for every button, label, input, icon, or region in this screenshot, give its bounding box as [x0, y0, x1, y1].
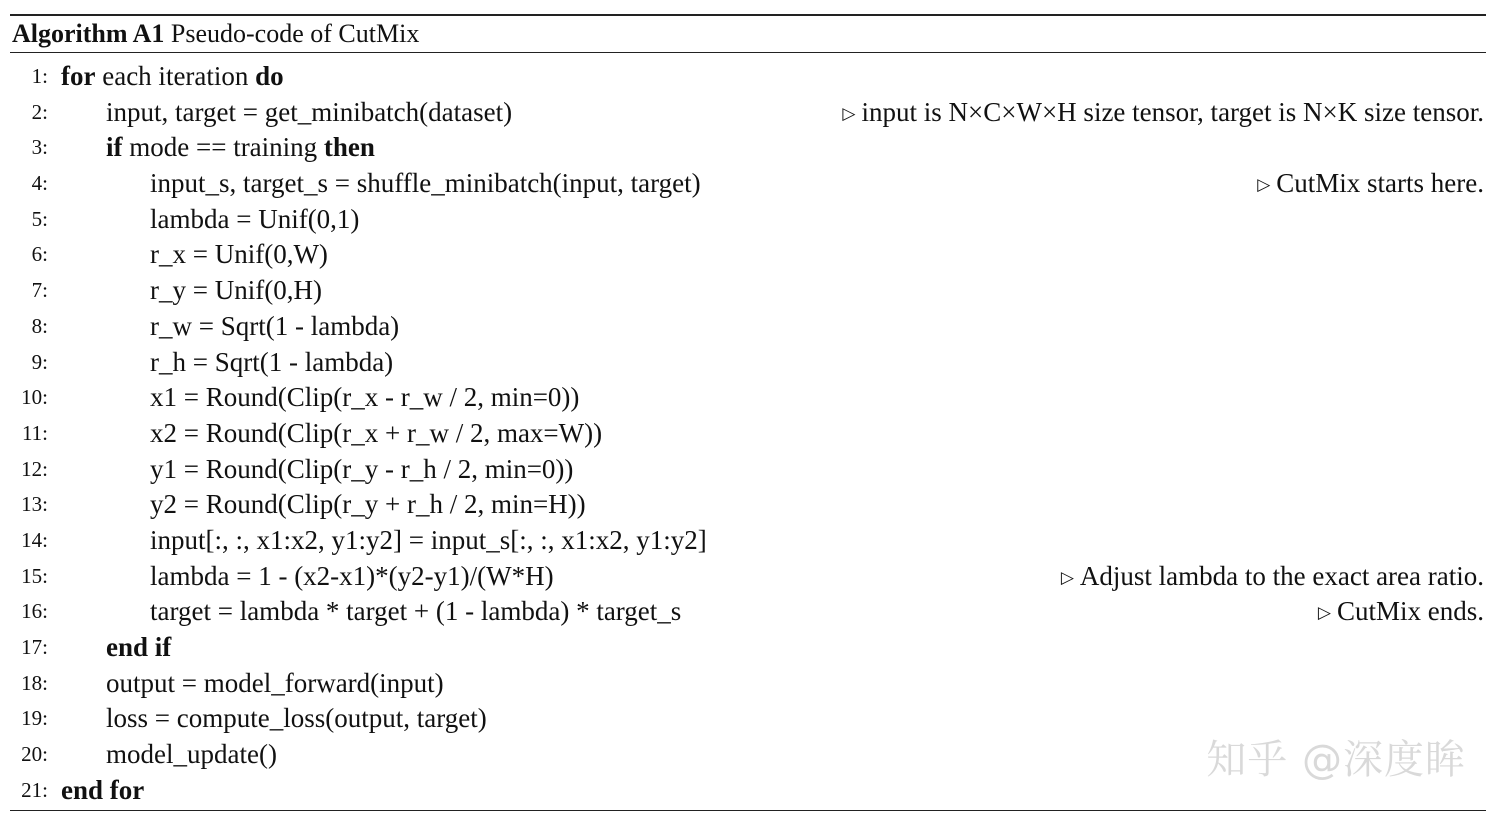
- code-line-13: [10, 487, 1486, 523]
- code-line-8: [10, 309, 1486, 345]
- code-line-15: [10, 559, 1486, 595]
- line-number: 4:: [31, 171, 48, 196]
- comment-triangle-icon: ▷: [842, 103, 856, 123]
- loop-header: each iteration: [95, 61, 256, 91]
- code-line-10: [10, 380, 1486, 416]
- keyword-if: if: [106, 132, 123, 163]
- comment-triangle-icon: ▷: [1317, 603, 1331, 623]
- code-text: target = lambda * target + (1 - lambda) * target_s: [150, 596, 682, 627]
- comment: [1318, 594, 1484, 631]
- line-number: 12:: [21, 456, 48, 481]
- condition: mode == training: [122, 132, 324, 163]
- comment-text: input is N×C×W×H size tensor, target is N×K size tensor.: [861, 96, 1484, 127]
- code-lines: [10, 59, 1486, 808]
- code-line-16: [10, 594, 1486, 630]
- code-line-5: [10, 202, 1486, 238]
- code-line-14: [10, 523, 1486, 559]
- keyword-for: for: [61, 61, 96, 91]
- caption-rule: [10, 52, 1486, 53]
- comment: [1061, 559, 1484, 596]
- line-number: 5:: [31, 206, 48, 231]
- line-number: 11:: [21, 420, 48, 445]
- line-number: 3:: [31, 135, 48, 160]
- caption-title: Pseudo-code of CutMix: [170, 19, 420, 48]
- code-text: r_h = Sqrt(1 - lambda): [150, 346, 394, 377]
- line-number: 18:: [21, 670, 48, 695]
- line-number: 15:: [21, 563, 48, 588]
- code-text: x2 = Round(Clip(r_x + r_w / 2, max=W)): [150, 417, 603, 448]
- line-number: 13:: [21, 492, 48, 517]
- line-number: 21:: [21, 777, 48, 802]
- caption-label: Algorithm A1: [12, 19, 165, 48]
- line-number: 1:: [31, 64, 48, 88]
- keyword-end-for: end for: [61, 774, 145, 805]
- code-text: loss = compute_loss(output, target): [106, 703, 487, 734]
- code-text: input_s, target_s = shuffle_minibatch(input, target): [150, 168, 701, 199]
- line-number: 6:: [31, 242, 48, 267]
- comment-triangle-icon: ▷: [1257, 175, 1271, 195]
- code-line-7: [10, 273, 1486, 309]
- code-text: x1 = Round(Clip(r_x - r_w / 2, min=0)): [150, 382, 580, 413]
- code-line-4: [10, 166, 1486, 202]
- code-line-11: [10, 416, 1486, 452]
- comment-text: CutMix ends.: [1336, 596, 1484, 627]
- comment-triangle-icon: ▷: [1060, 567, 1074, 587]
- code-text: input[:, :, x1:x2, y1:y2] = input_s[:, :, x1:x2, y1:y2]: [150, 524, 707, 555]
- comment-text: Adjust lambda to the exact area ratio.: [1079, 560, 1484, 591]
- code-line-6: [10, 237, 1486, 273]
- code-text: output = model_forward(input): [106, 667, 444, 698]
- line-number: 2:: [31, 99, 48, 124]
- code-line-1: [10, 59, 1486, 95]
- code-line-9: [10, 345, 1486, 381]
- line-number: 19:: [21, 706, 48, 731]
- code-text: y1 = Round(Clip(r_y - r_h / 2, min=0)): [150, 453, 574, 484]
- line-number: 9:: [31, 349, 48, 374]
- comment: [1257, 166, 1484, 203]
- code-text: r_x = Unif(0,W): [150, 239, 328, 270]
- code-line-17: [10, 630, 1486, 666]
- code-text: [61, 59, 284, 95]
- line-number: 20:: [21, 742, 48, 767]
- code-text: input, target = get_minibatch(dataset): [106, 96, 513, 127]
- line-number: 7:: [31, 278, 48, 303]
- line-number: 16:: [21, 599, 48, 624]
- line-number: 10:: [21, 385, 48, 410]
- line-number: 14:: [21, 527, 48, 552]
- code-line-18: [10, 666, 1486, 702]
- line-number: 17:: [21, 635, 48, 659]
- code-text: model_update(): [106, 739, 277, 770]
- comment-text: CutMix starts here.: [1276, 168, 1484, 199]
- code-text: [106, 130, 375, 166]
- comment: [842, 95, 1484, 132]
- algorithm-block: [10, 14, 1486, 811]
- bottom-rule: [10, 810, 1486, 811]
- code-line-3: [10, 130, 1486, 166]
- code-text: lambda = 1 - (x2-x1)*(y2-y1)/(W*H): [150, 560, 554, 591]
- code-text: r_y = Unif(0,H): [150, 275, 322, 306]
- code-text: r_w = Sqrt(1 - lambda): [150, 310, 400, 341]
- line-number: 8:: [31, 313, 48, 338]
- keyword-do: do: [255, 61, 284, 91]
- keyword-end-if: end if: [106, 632, 172, 662]
- algorithm-caption: [10, 16, 1486, 52]
- code-text: y2 = Round(Clip(r_y + r_h / 2, min=H)): [150, 489, 586, 520]
- keyword-then: then: [323, 132, 375, 163]
- watermark: 知乎 @深度眸: [1206, 737, 1466, 783]
- code-line-12: [10, 452, 1486, 488]
- code-text: lambda = Unif(0,1): [150, 203, 360, 234]
- code-line-2: [10, 95, 1486, 131]
